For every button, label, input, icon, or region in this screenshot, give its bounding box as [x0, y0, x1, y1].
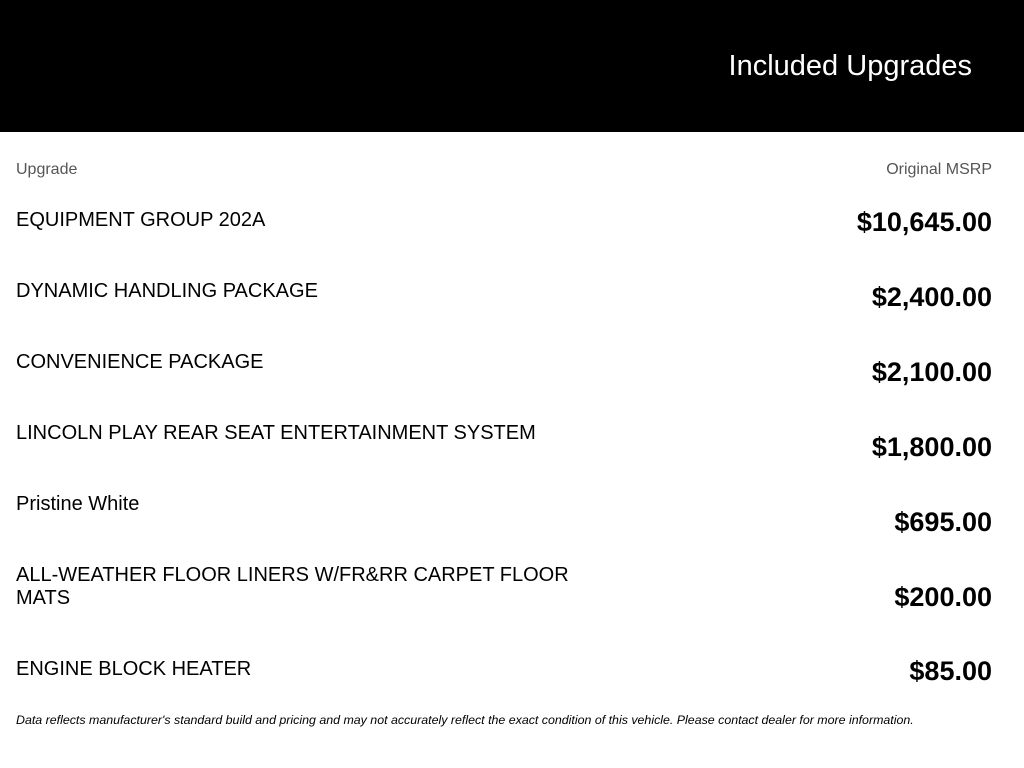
upgrade-name: DYNAMIC HANDLING PACKAGE [16, 280, 318, 302]
upgrade-name: ENGINE BLOCK HEATER [16, 658, 252, 680]
upgrade-price: $10,645.00 [856, 207, 992, 237]
upgrade-name: CONVENIENCE PACKAGE [16, 351, 264, 373]
upgrade-price: $2,400.00 [871, 282, 992, 312]
disclaimer-text: Data reflects manufacturer's standard build and pricing and may not accurately reflect the exact condition of this vehicle. Please contact dealer for more information. [16, 713, 914, 727]
upgrade-name: Pristine White [16, 493, 140, 515]
upgrade-price: $200.00 [894, 582, 992, 612]
upgrade-name: ALL-WEATHER FLOOR LINERS W/FR&RR CARPET FLOOR MATS [16, 564, 569, 609]
upgrade-price: $1,800.00 [871, 432, 992, 462]
page-title: Included Upgrades [728, 50, 972, 82]
upgrade-name: LINCOLN PLAY REAR SEAT ENTERTAINMENT SYSTEM [16, 422, 536, 444]
upgrade-price: $2,100.00 [871, 357, 992, 387]
msrp-column-header: Original MSRP [886, 161, 992, 178]
upgrade-column-header: Upgrade [16, 161, 78, 178]
header-bar [0, 0, 1024, 132]
upgrade-name: EQUIPMENT GROUP 202A [16, 209, 266, 231]
upgrade-price: $85.00 [909, 656, 992, 686]
upgrade-price: $695.00 [894, 507, 992, 537]
